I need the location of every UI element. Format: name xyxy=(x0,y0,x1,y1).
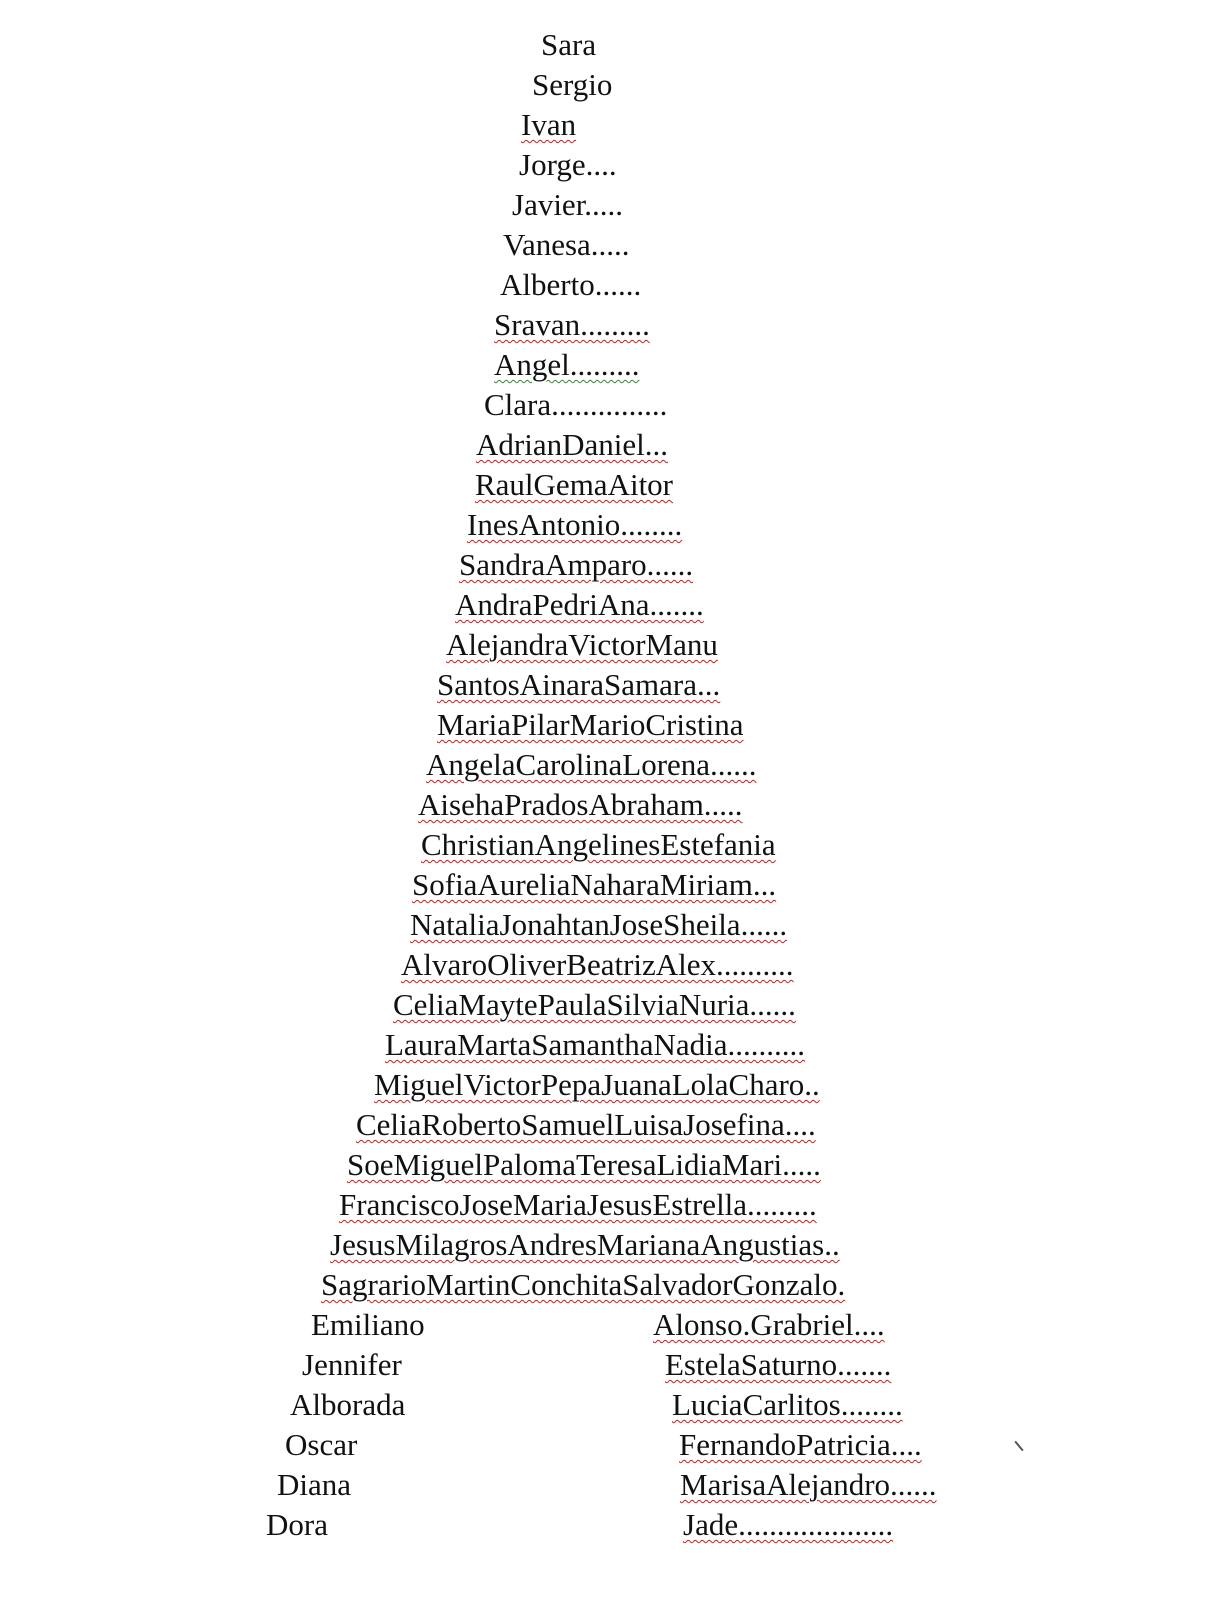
name-line xyxy=(484,385,667,425)
right-leg-name-text: MarisaAlejandro...... xyxy=(680,1467,937,1502)
name-line xyxy=(494,305,650,345)
name-line xyxy=(421,825,776,865)
right-leg-name xyxy=(665,1345,891,1385)
name-line-text: Jorge.... xyxy=(519,147,617,182)
right-leg-name-text: FernandoPatricia.... xyxy=(679,1427,922,1462)
right-leg-name xyxy=(683,1505,893,1545)
name-line-text: Vanesa..... xyxy=(503,227,630,262)
left-leg-name: Oscar xyxy=(285,1427,358,1462)
left-leg-name: Dora xyxy=(266,1507,328,1542)
right-leg-name-text: EstelaSaturno....... xyxy=(665,1347,892,1382)
name-line xyxy=(330,1225,840,1265)
name-line-text: InesAntonio........ xyxy=(467,507,683,542)
name-line-text: Alberto...... xyxy=(500,267,642,302)
name-line xyxy=(521,105,576,145)
name-line-text: SofiaAureliaNaharaMiriam... xyxy=(412,867,777,902)
left-leg-name: Emiliano xyxy=(311,1307,425,1342)
name-line xyxy=(494,345,640,385)
name-line-text: FranciscoJoseMariaJesusEstrella......... xyxy=(339,1187,817,1222)
name-line xyxy=(347,1145,821,1185)
name-line xyxy=(475,465,673,505)
right-leg-name-text: LuciaCarlitos........ xyxy=(672,1387,903,1422)
name-line xyxy=(321,1265,845,1305)
name-line xyxy=(532,65,612,105)
name-line xyxy=(437,705,744,745)
name-line xyxy=(437,665,720,705)
right-leg-name xyxy=(679,1425,922,1465)
left-leg-name: Jennifer xyxy=(302,1347,402,1382)
name-line-text: SoeMiguelPalomaTeresaLidiaMari..... xyxy=(347,1147,821,1182)
left-leg-name: Alborada xyxy=(290,1387,406,1422)
name-line xyxy=(446,625,718,665)
name-line-text: AdrianDaniel... xyxy=(476,427,668,462)
name-line xyxy=(410,905,787,945)
name-line xyxy=(374,1065,820,1105)
name-line-text: SantosAinaraSamara... xyxy=(437,667,721,702)
name-line-text: Sravan......... xyxy=(494,307,650,342)
name-line xyxy=(393,985,796,1025)
name-line-text: LauraMartaSamanthaNadia.......... xyxy=(385,1027,806,1062)
name-line-text: SagrarioMartinConchitaSalvadorGonzalo. xyxy=(321,1267,846,1302)
name-line xyxy=(455,585,704,625)
left-leg-name: Diana xyxy=(277,1467,352,1502)
name-line-text: MariaPilarMarioCristina xyxy=(437,707,744,742)
name-line xyxy=(426,745,757,785)
name-line xyxy=(503,225,630,265)
right-leg-name-text: Alonso.Grabriel.... xyxy=(653,1307,885,1342)
name-line xyxy=(541,25,596,65)
name-line xyxy=(418,785,743,825)
name-line xyxy=(476,425,668,465)
name-line-text: AndraPedriAna....... xyxy=(455,587,704,622)
right-leg-name-text: Jade.................... xyxy=(683,1507,894,1542)
name-line-text: AlejandraVictorManu xyxy=(446,627,718,662)
name-line xyxy=(459,545,693,585)
name-line xyxy=(339,1185,817,1225)
name-line xyxy=(412,865,776,905)
right-leg-name xyxy=(653,1305,885,1345)
name-line-text: AisehaPradosAbraham..... xyxy=(418,787,743,822)
name-line-text: ChristianAngelinesEstefania xyxy=(421,827,776,862)
name-line xyxy=(519,145,617,185)
name-line-text: Javier..... xyxy=(512,187,624,222)
name-line-text: JesusMilagrosAndresMarianaAngustias.. xyxy=(330,1227,840,1262)
name-line-text: Sergio xyxy=(532,67,613,102)
name-line xyxy=(467,505,682,545)
name-line xyxy=(512,185,623,225)
name-line-text: AngelaCarolinaLorena...... xyxy=(426,747,757,782)
name-line xyxy=(500,265,641,305)
name-line-text: MiguelVictorPepaJuanaLolaCharo.. xyxy=(374,1067,820,1102)
name-line-text: AlvaroOliverBeatrizAlex.......... xyxy=(401,947,794,982)
right-leg-name xyxy=(680,1465,937,1505)
name-line-text: NataliaJonahtanJoseSheila...... xyxy=(410,907,788,942)
name-line-text: Ivan xyxy=(521,107,577,142)
name-line-text: Clara............... xyxy=(484,387,668,422)
name-line-text: Angel......... xyxy=(494,347,640,382)
name-line-text: CeliaRobertoSamuelLuisaJosefina.... xyxy=(356,1107,816,1142)
name-line-text: CeliaMaytePaulaSilviaNuria...... xyxy=(393,987,796,1022)
name-line-text: RaulGemaAitor xyxy=(475,467,674,502)
name-line-text: SandraAmparo...... xyxy=(459,547,694,582)
right-leg-name xyxy=(672,1385,903,1425)
name-line-text: Sara xyxy=(541,27,597,62)
name-line xyxy=(385,1025,805,1065)
name-line xyxy=(401,945,794,985)
name-line xyxy=(356,1105,816,1145)
